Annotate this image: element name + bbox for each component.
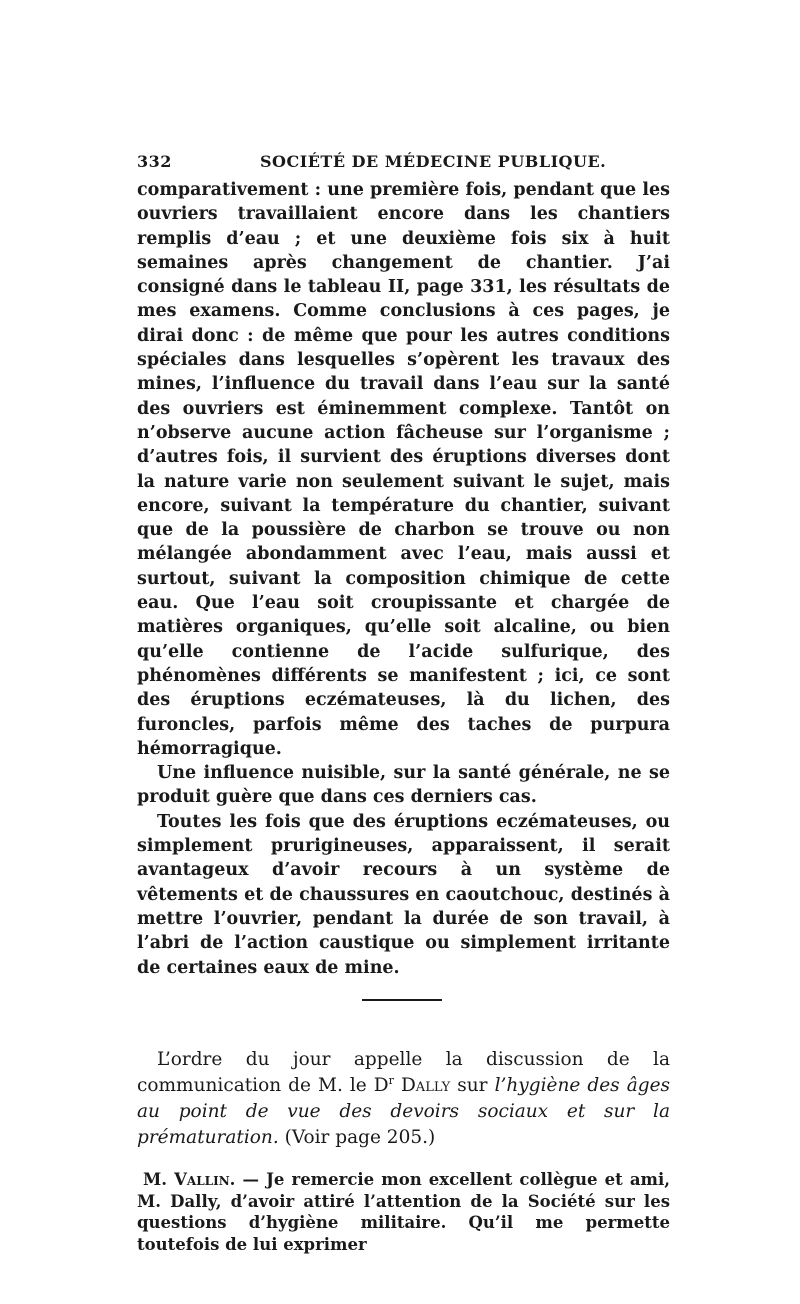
paragraph-water-examinations: comparativement : une première fois, pendant que les ouvriers travaillaient encore dans les chantiers remplis d’eau ; et une deuxième fois six à huit semaines après changement de chantier. J’ai consigné dans le tableau II, page 331, les résultats de mes examens. Comme conclusions à ces pages, je dirai donc : de même que pour les autres conditions spéciales dans lesquelles s’opèrent les travaux des mines, l’influence du travail dans l’eau sur la santé des ouvriers est éminemment complexe. Tantôt on n’observe aucune action fâcheuse sur l’organisme ; d’autres fois, il survient des éruptions diverses dont la nature varie non seulement suivant le sujet, mais encore, suivant la température du chantier, suivant que de la poussière de charbon se trouve ou non mélangée abondamment avec l’eau, mais aussi et surtout, suivant la composition chimique de cette eau. Que l’eau soit croupissante et chargée de matières organiques, qu’elle soit alcaline, ou bien qu’elle contienne de l’acide sulfurique, des phénomènes différents se manifestent ; ici, ce sont des éruptions eczémateuses, là du lichen, des furoncles, parfois même des taches de purpura hémorragique. [137, 180, 670, 759]
running-title: SOCIÉTÉ DE MÉDECINE PUBLIQUE. [260, 152, 607, 171]
agenda-author: Dally [400, 1074, 451, 1096]
agenda-dr-superscript: r [388, 1073, 394, 1087]
agenda-intro: L’ordre du jour appelle la discussion de la communication de M. le D [137, 1048, 670, 1096]
agenda-sur: sur [450, 1074, 495, 1096]
running-head [137, 150, 670, 178]
speaker-name: M. Vallin. [143, 1170, 236, 1190]
paragraph-general-health: Une influence nuisible, sur la santé générale, ne se produit guère que dans ces derniers cas. [137, 763, 670, 808]
speech-text: — Je remercie mon excellent collègue et ami, M. Dally, d’avoir attiré l’attention de la Société sur les questions d’hygiène militaire. Qu’il me permette toutefois de lui exprimer [137, 1170, 670, 1254]
paragraph-rubber-clothing: Toutes les fois que des éruptions eczémateuses, ou simplement prurigineuses, apparaissent, il serait avantageux d’avoir recours à un système de vêtements et de chaussures en caoutchouc, destinés à mettre l’ouvrier, pendant la durée de son travail, à l’abri de l’action caustique ou simplement irritante de certaines eaux de mine. [137, 811, 670, 978]
agenda-paragraph [137, 1047, 670, 1151]
page-number: 332 [137, 152, 172, 171]
book-page [137, 150, 670, 1272]
agenda-page-reference: (Voir page 205.) [278, 1126, 436, 1148]
section-divider [362, 999, 442, 1001]
speech-paragraph [137, 1169, 670, 1255]
agenda-topic: l’hygiène des âges au point de vue des devoirs sociaux et sur la prématuration. [137, 1074, 671, 1148]
